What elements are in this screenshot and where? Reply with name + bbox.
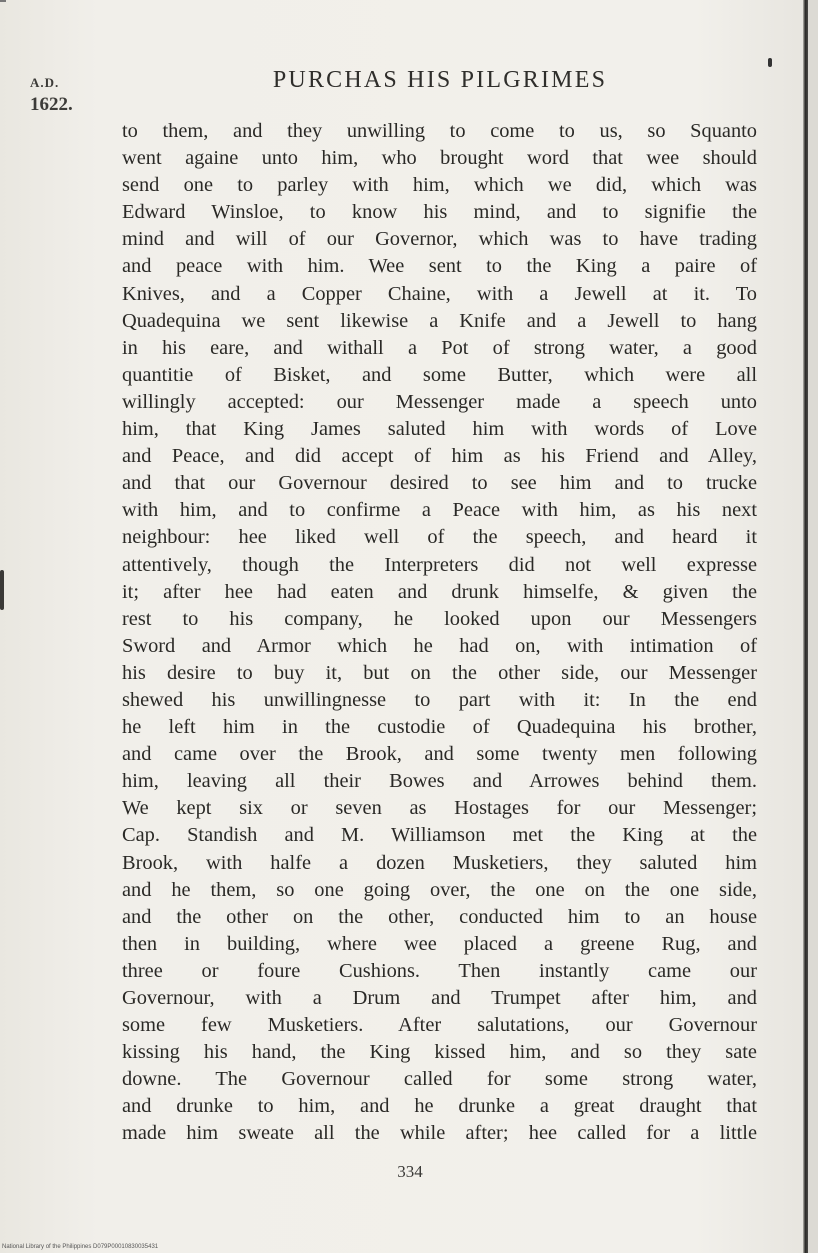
text-line: three or foure Cushions. Then instantly came our bbox=[122, 959, 757, 982]
text-line: and that our Governour desired to see him and to trucke bbox=[122, 472, 757, 495]
marginal-date bbox=[30, 72, 86, 116]
text-line: Edward Winsloe, to know his mind, and to signifie the bbox=[122, 201, 757, 224]
text-line: quantitie of Bisket, and some Butter, which were all bbox=[122, 363, 757, 386]
text-line: downe. The Governour called for some strong water, bbox=[122, 1068, 757, 1091]
binding-mark bbox=[0, 570, 4, 610]
running-title: PURCHAS HIS PILGRIMES bbox=[272, 67, 608, 93]
ink-dot bbox=[768, 58, 772, 67]
scan-credit: National Library of the Philippines D079P00010830035431 bbox=[2, 1244, 159, 1250]
text-line: mind and will of our Governor, which was to have trading bbox=[122, 228, 757, 251]
text-line: and peace with him. Wee sent to the King a paire of bbox=[122, 255, 757, 278]
text-line: and the other on the other, conducted him to an house bbox=[122, 905, 757, 928]
text-line: his desire to buy it, but on the other side, our Messenger bbox=[122, 661, 757, 684]
text-line: made him sweate all the while after; hee called for a little bbox=[122, 1122, 757, 1145]
text-line: Brook, with halfe a dozen Musketiers, they saluted him bbox=[122, 851, 757, 874]
text-line: in his eare, and withall a Pot of strong water, a good bbox=[122, 336, 757, 359]
text-line: him, leaving all their Bowes and Arrowes behind them. bbox=[122, 770, 757, 793]
text-line: it; after hee had eaten and drunk himselfe, & given the bbox=[122, 580, 757, 603]
text-line: We kept six or seven as Hostages for our Messenger; bbox=[122, 797, 757, 820]
text-line: to them, and they unwilling to come to us, so Squanto bbox=[122, 120, 757, 142]
text-line: Knives, and a Copper Chaine, with a Jewell at it. To bbox=[122, 282, 757, 305]
text-line: and came over the Brook, and some twenty men following bbox=[122, 743, 757, 766]
text-line: and drunke to him, and he drunke a great draught that bbox=[122, 1095, 757, 1118]
text-line: send one to parley with him, which we did, which was bbox=[122, 174, 757, 197]
page-number: 334 bbox=[397, 1162, 423, 1181]
date-year: 1622. bbox=[30, 94, 73, 115]
text-line: and Peace, and did accept of him as his Friend and Alley, bbox=[122, 445, 757, 468]
text-line: with him, and to confirme a Peace with him, as his next bbox=[122, 499, 757, 522]
text-line: Governour, with a Drum and Trumpet after him, and bbox=[122, 987, 757, 1009]
scan-speck bbox=[0, 0, 6, 2]
text-line: kissing his hand, the King kissed him, and so they sate bbox=[122, 1041, 757, 1064]
text-line: him, that King James saluted him with words of Love bbox=[122, 418, 757, 441]
text-line: neighbour: hee liked well of the speech, and heard it bbox=[122, 526, 757, 549]
text-line: went againe unto him, who brought word that wee should bbox=[122, 147, 757, 170]
page-edge-margin bbox=[808, 0, 818, 1253]
text-line: and he them, so one going over, the one on the one side, bbox=[122, 878, 757, 901]
body-text bbox=[122, 118, 757, 1148]
text-line: shewed his unwillingnesse to part with it: In the end bbox=[122, 688, 757, 711]
text-line: he left him in the custodie of Quadequina his brother, bbox=[122, 716, 757, 739]
text-line: attentively, though the Interpreters did not well expresse bbox=[122, 553, 757, 576]
text-line: Sword and Armor which he had on, with intimation of bbox=[122, 634, 757, 657]
text-line: rest to his company, he looked upon our Messengers bbox=[122, 607, 757, 630]
text-line: Cap. Standish and M. Williamson met the King at the bbox=[122, 824, 757, 847]
text-line: willingly accepted: our Messenger made a speech unto bbox=[122, 390, 757, 413]
text-line: Quadequina we sent likewise a Knife and a Jewell to hang bbox=[122, 309, 757, 332]
text-line: then in building, where wee placed a greene Rug, and bbox=[122, 932, 757, 955]
date-label: A.D. bbox=[30, 75, 60, 90]
text-line: some few Musketiers. After salutations, our Governour bbox=[122, 1014, 757, 1037]
